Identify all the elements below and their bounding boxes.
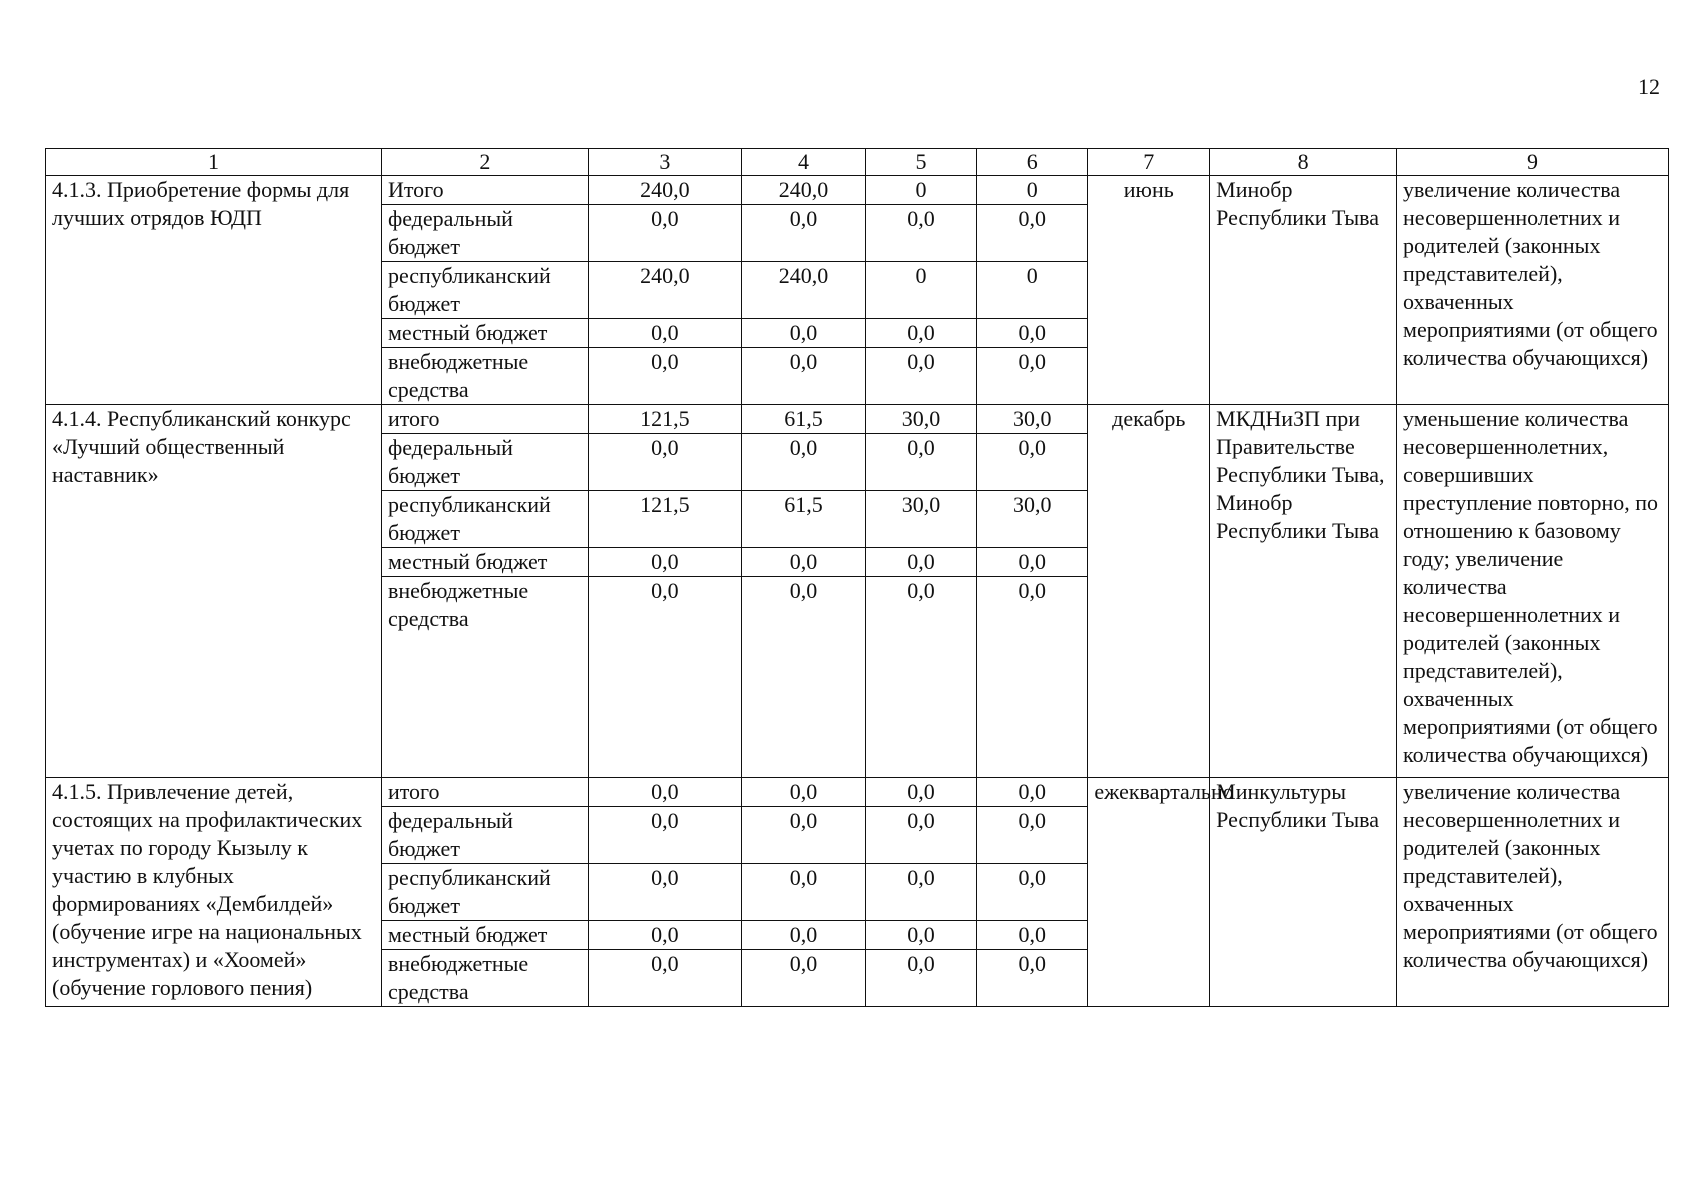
funding-source: федеральный бюджет (381, 807, 588, 864)
funding-source: внебюджетные средства (381, 348, 588, 405)
value-cell: 0,0 (588, 577, 741, 778)
value-cell: 0,0 (865, 807, 976, 864)
value-cell: 240,0 (742, 176, 866, 205)
funding-source: республиканский бюджет (381, 491, 588, 548)
value-cell: 0,0 (977, 548, 1088, 577)
header-cell: 5 (865, 149, 976, 176)
header-cell: 4 (742, 149, 866, 176)
value-cell: 30,0 (865, 491, 976, 548)
value-cell: 0,0 (742, 921, 866, 950)
period-cell: ежеквартально (1088, 778, 1210, 1007)
value-cell: 0,0 (977, 807, 1088, 864)
measure-name: 4.1.3. Приобретение формы для лучших отрядов ЮДП (46, 176, 382, 405)
funding-source: итого (381, 778, 588, 807)
value-cell: 0,0 (865, 348, 976, 405)
header-cell: 8 (1210, 149, 1397, 176)
header-row (46, 149, 1669, 176)
header-cell: 6 (977, 149, 1088, 176)
executor-cell: Минобр Республики Тыва (1210, 176, 1397, 405)
funding-source: местный бюджет (381, 548, 588, 577)
result-cell: увеличение количества несовершеннолетних и родителей (законных представителей), охваченных мероприятиями (от общего количества обучающихся) (1397, 176, 1669, 405)
value-cell: 0 (865, 262, 976, 319)
value-cell: 0,0 (588, 348, 741, 405)
value-cell: 0,0 (865, 950, 976, 1007)
value-cell: 0,0 (588, 434, 741, 491)
value-cell: 121,5 (588, 491, 741, 548)
table-row (46, 405, 1669, 434)
value-cell: 0,0 (977, 205, 1088, 262)
result-cell: увеличение количества несовершеннолетних и родителей (законных представителей), охваченных мероприятиями (от общего количества обучающихся) (1397, 778, 1669, 1007)
value-cell: 30,0 (865, 405, 976, 434)
value-cell: 0,0 (865, 778, 976, 807)
header-cell: 9 (1397, 149, 1669, 176)
value-cell: 0 (977, 176, 1088, 205)
value-cell: 0 (865, 176, 976, 205)
funding-source: республиканский бюджет (381, 262, 588, 319)
funding-source: федеральный бюджет (381, 434, 588, 491)
value-cell: 0,0 (865, 548, 976, 577)
value-cell: 0,0 (742, 950, 866, 1007)
value-cell: 0,0 (742, 348, 866, 405)
executor-cell: Минкультуры Республики Тыва (1210, 778, 1397, 1007)
value-cell: 30,0 (977, 491, 1088, 548)
period-cell: июнь (1088, 176, 1210, 405)
header-cell: 2 (381, 149, 588, 176)
executor-cell: МКДНиЗП при Правительстве Республики Тыва, Минобр Республики Тыва (1210, 405, 1397, 778)
value-cell: 0,0 (742, 577, 866, 778)
value-cell: 0,0 (865, 864, 976, 921)
funding-source: внебюджетные средства (381, 950, 588, 1007)
value-cell: 0,0 (742, 778, 866, 807)
table-row (46, 778, 1669, 807)
table-row (46, 176, 1669, 205)
value-cell: 0,0 (742, 319, 866, 348)
result-cell: уменьшение количества несовершеннолетних, совершивших преступление повторно, по отношению к базовому году; увеличение количества несовершеннолетних и родителей (законных представителей), охваченных мероприятиями (от общего количества обучающихся) (1397, 405, 1669, 778)
header-cell: 7 (1088, 149, 1210, 176)
value-cell: 0,0 (588, 205, 741, 262)
value-cell: 0,0 (977, 778, 1088, 807)
funding-source: внебюджетные средства (381, 577, 588, 778)
funding-source: итого (381, 405, 588, 434)
value-cell: 30,0 (977, 405, 1088, 434)
value-cell: 0,0 (865, 319, 976, 348)
value-cell: 61,5 (742, 405, 866, 434)
funding-source: местный бюджет (381, 319, 588, 348)
value-cell: 0,0 (742, 807, 866, 864)
value-cell: 0,0 (588, 807, 741, 864)
value-cell: 240,0 (588, 262, 741, 319)
value-cell: 61,5 (742, 491, 866, 548)
value-cell: 0,0 (977, 434, 1088, 491)
value-cell: 0,0 (865, 921, 976, 950)
funding-source: местный бюджет (381, 921, 588, 950)
value-cell: 0,0 (588, 319, 741, 348)
funding-source: Итого (381, 176, 588, 205)
value-cell: 0,0 (977, 921, 1088, 950)
header-cell: 3 (588, 149, 741, 176)
value-cell: 0,0 (977, 864, 1088, 921)
value-cell: 240,0 (588, 176, 741, 205)
value-cell: 0,0 (977, 319, 1088, 348)
value-cell: 0,0 (977, 950, 1088, 1007)
value-cell: 240,0 (742, 262, 866, 319)
value-cell: 0,0 (865, 434, 976, 491)
value-cell: 0,0 (588, 548, 741, 577)
value-cell: 0,0 (742, 434, 866, 491)
value-cell: 0,0 (977, 348, 1088, 405)
measure-name: 4.1.5. Привлечение детей, состоящих на профилактических учетах по городу Кызылу к участию в клубных формированиях «Дембилдей» (обучение игре на национальных инструментах) и «Хоомей» (обучение горлового пения) (46, 778, 382, 1007)
value-cell: 0,0 (588, 921, 741, 950)
value-cell: 0 (977, 262, 1088, 319)
header-cell: 1 (46, 149, 382, 176)
value-cell: 0,0 (865, 205, 976, 262)
value-cell: 0,0 (742, 864, 866, 921)
value-cell: 0,0 (588, 950, 741, 1007)
value-cell: 0,0 (977, 577, 1088, 778)
funding-source: республиканский бюджет (381, 864, 588, 921)
measure-name: 4.1.4. Республиканский конкурс «Лучший общественный наставник» (46, 405, 382, 778)
program-table (45, 148, 1669, 1007)
value-cell: 0,0 (742, 205, 866, 262)
value-cell: 0,0 (588, 778, 741, 807)
period-cell: декабрь (1088, 405, 1210, 778)
funding-source: федеральный бюджет (381, 205, 588, 262)
value-cell: 121,5 (588, 405, 741, 434)
page-number: 12 (1638, 74, 1660, 99)
value-cell: 0,0 (588, 864, 741, 921)
value-cell: 0,0 (865, 577, 976, 778)
value-cell: 0,0 (742, 548, 866, 577)
